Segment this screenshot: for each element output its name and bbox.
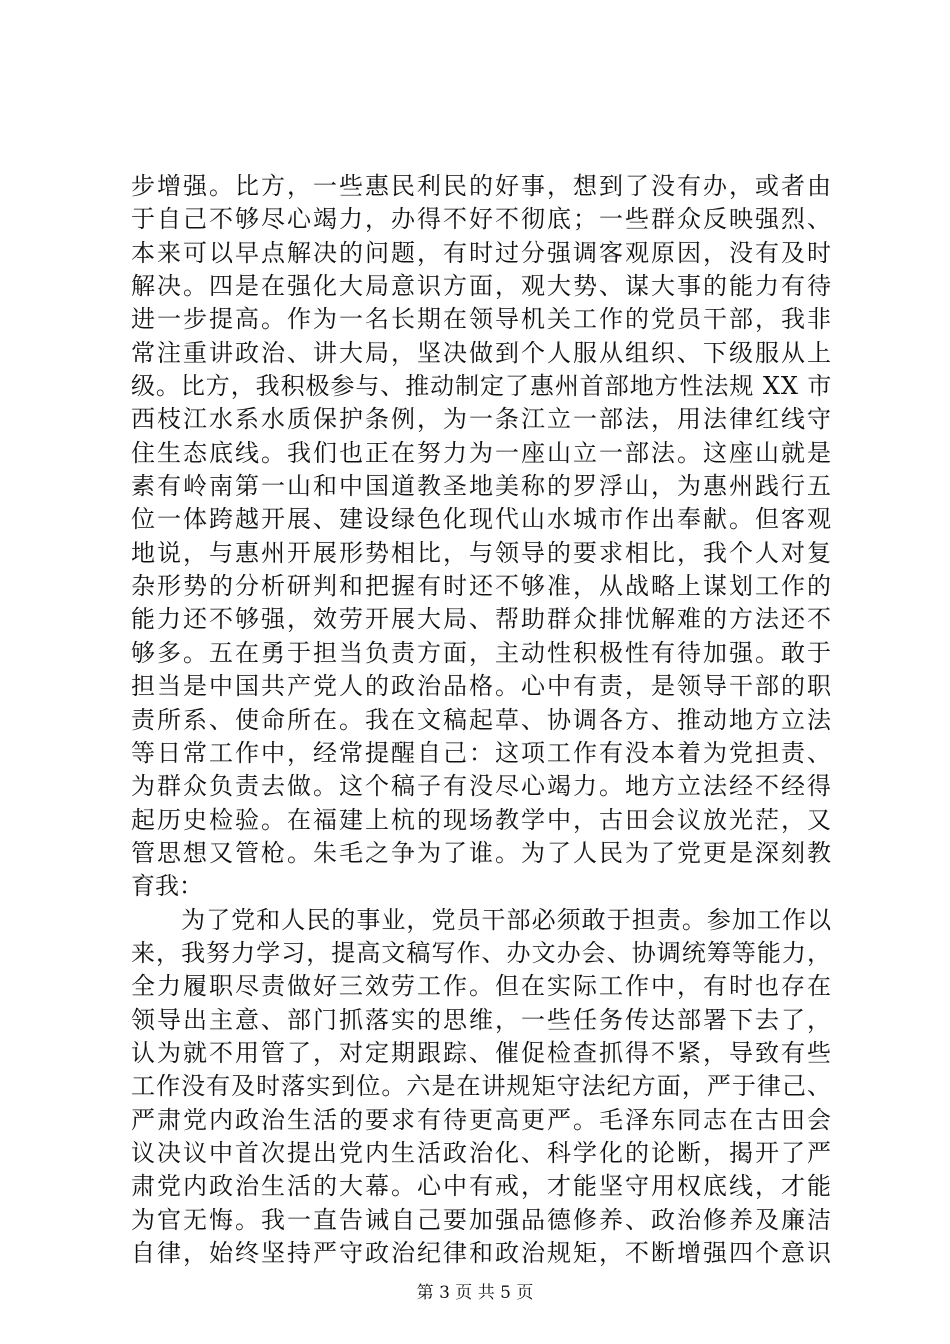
text-line: 步增强。比方，一些惠民利民的好事，想到了没有办，或者由 [131, 172, 833, 200]
text-line: 等日常工作中，经常提醒自己：这项工作有没本着为党担责、 [131, 738, 833, 767]
text-line: 担当是中国共产党人的政治品格。心中有责，是领导干部的职 [131, 672, 833, 701]
text-line: 为官无悔。我一直告诫自己要加强品德修养、政治修养及廉洁 [131, 1205, 833, 1234]
text-line: 为群众负责去做。这个稿子有没尽心竭力。地方立法经不经得 [131, 772, 833, 801]
text-line: 西枝江水系水质保护条例，为一条江立一部法，用法律红线守 [131, 405, 833, 434]
text-line: 来，我努力学习，提高文稿写作、办文办会、协调统筹等能力， [131, 938, 833, 967]
page-footer: 第 3 页 共 5 页 [416, 1283, 534, 1303]
text-line: 责所系、使命所在。我在文稿起草、协调各方、推动地方立法 [131, 705, 833, 734]
text-line: 素有岭南第一山和中国道教圣地美称的罗浮山，为惠州践行五 [131, 472, 833, 501]
text-line: 全力履职尽责做好三效劳工作。但在实际工作中，有时也存在 [131, 972, 833, 1001]
text-line: 议决议中首次提出党内生活政治化、科学化的论断，揭开了严 [131, 1138, 833, 1167]
text-line: 位一体跨越开展、建设绿色化现代山水城市作出奉献。但客观 [131, 505, 833, 534]
text-line: 常注重讲政治、讲大局，坚决做到个人服从组织、下级服从上 [131, 338, 833, 367]
text-line: 够多。五在勇于担当负责方面，主动性积极性有待加强。敢于 [131, 638, 833, 667]
text-line: 解决。四是在强化大局意识方面，观大势、谋大事的能力有待 [131, 272, 833, 301]
text-line: 杂形势的分析研判和把握有时还不够准，从战略上谋划工作的 [131, 572, 833, 601]
text-line: 进一步提高。作为一名长期在领导机关工作的党员干部，我非 [131, 305, 833, 334]
text-line: 认为就不用管了，对定期跟踪、催促检查抓得不紧，导致有些 [131, 1038, 833, 1067]
text-line: 住生态底线。我们也正在努力为一座山立一部法。这座山就是 [131, 438, 833, 467]
text-line: 工作没有及时落实到位。六是在讲规矩守法纪方面，严于律己、 [131, 1072, 833, 1101]
body-text [131, 170, 831, 1270]
text-line: 能力还不够强，效劳开展大局、帮助群众排忧解难的方法还不 [131, 605, 833, 634]
text-line: 地说，与惠州开展形势相比，与领导的要求相比，我个人对复 [131, 538, 833, 567]
text-line: 领导出主意、部门抓落实的思维，一些任务传达部署下去了， [131, 1005, 833, 1034]
text-line: 自律，始终坚持严守政治纪律和政治规矩，不断增强四个意识 [131, 1239, 833, 1267]
text-line: 于自己不够尽心竭力，办得不好不彻底；一些群众反映强烈、 [131, 205, 833, 234]
text-line: 为了党和人民的事业，党员干部必须敢于担责。参加工作以 [131, 905, 833, 934]
text-line: 育我： [131, 872, 203, 901]
text-line: 严肃党内政治生活的要求有待更高更严。毛泽东同志在古田会 [131, 1105, 833, 1134]
text-line: 本来可以早点解决的问题，有时过分强调客观原因，没有及时 [131, 238, 833, 267]
text-line: 级。比方，我积极参与、推动制定了惠州首部地方性法规 XX 市 [131, 372, 833, 401]
text-line: 肃党内政治生活的大幕。心中有戒，才能坚守用权底线，才能 [131, 1172, 833, 1201]
text-line: 管思想又管枪。朱毛之争为了谁。为了人民为了党更是深刻教 [131, 838, 833, 867]
text-line: 起历史检验。在福建上杭的现场教学中，古田会议放光茫，又 [131, 805, 833, 834]
